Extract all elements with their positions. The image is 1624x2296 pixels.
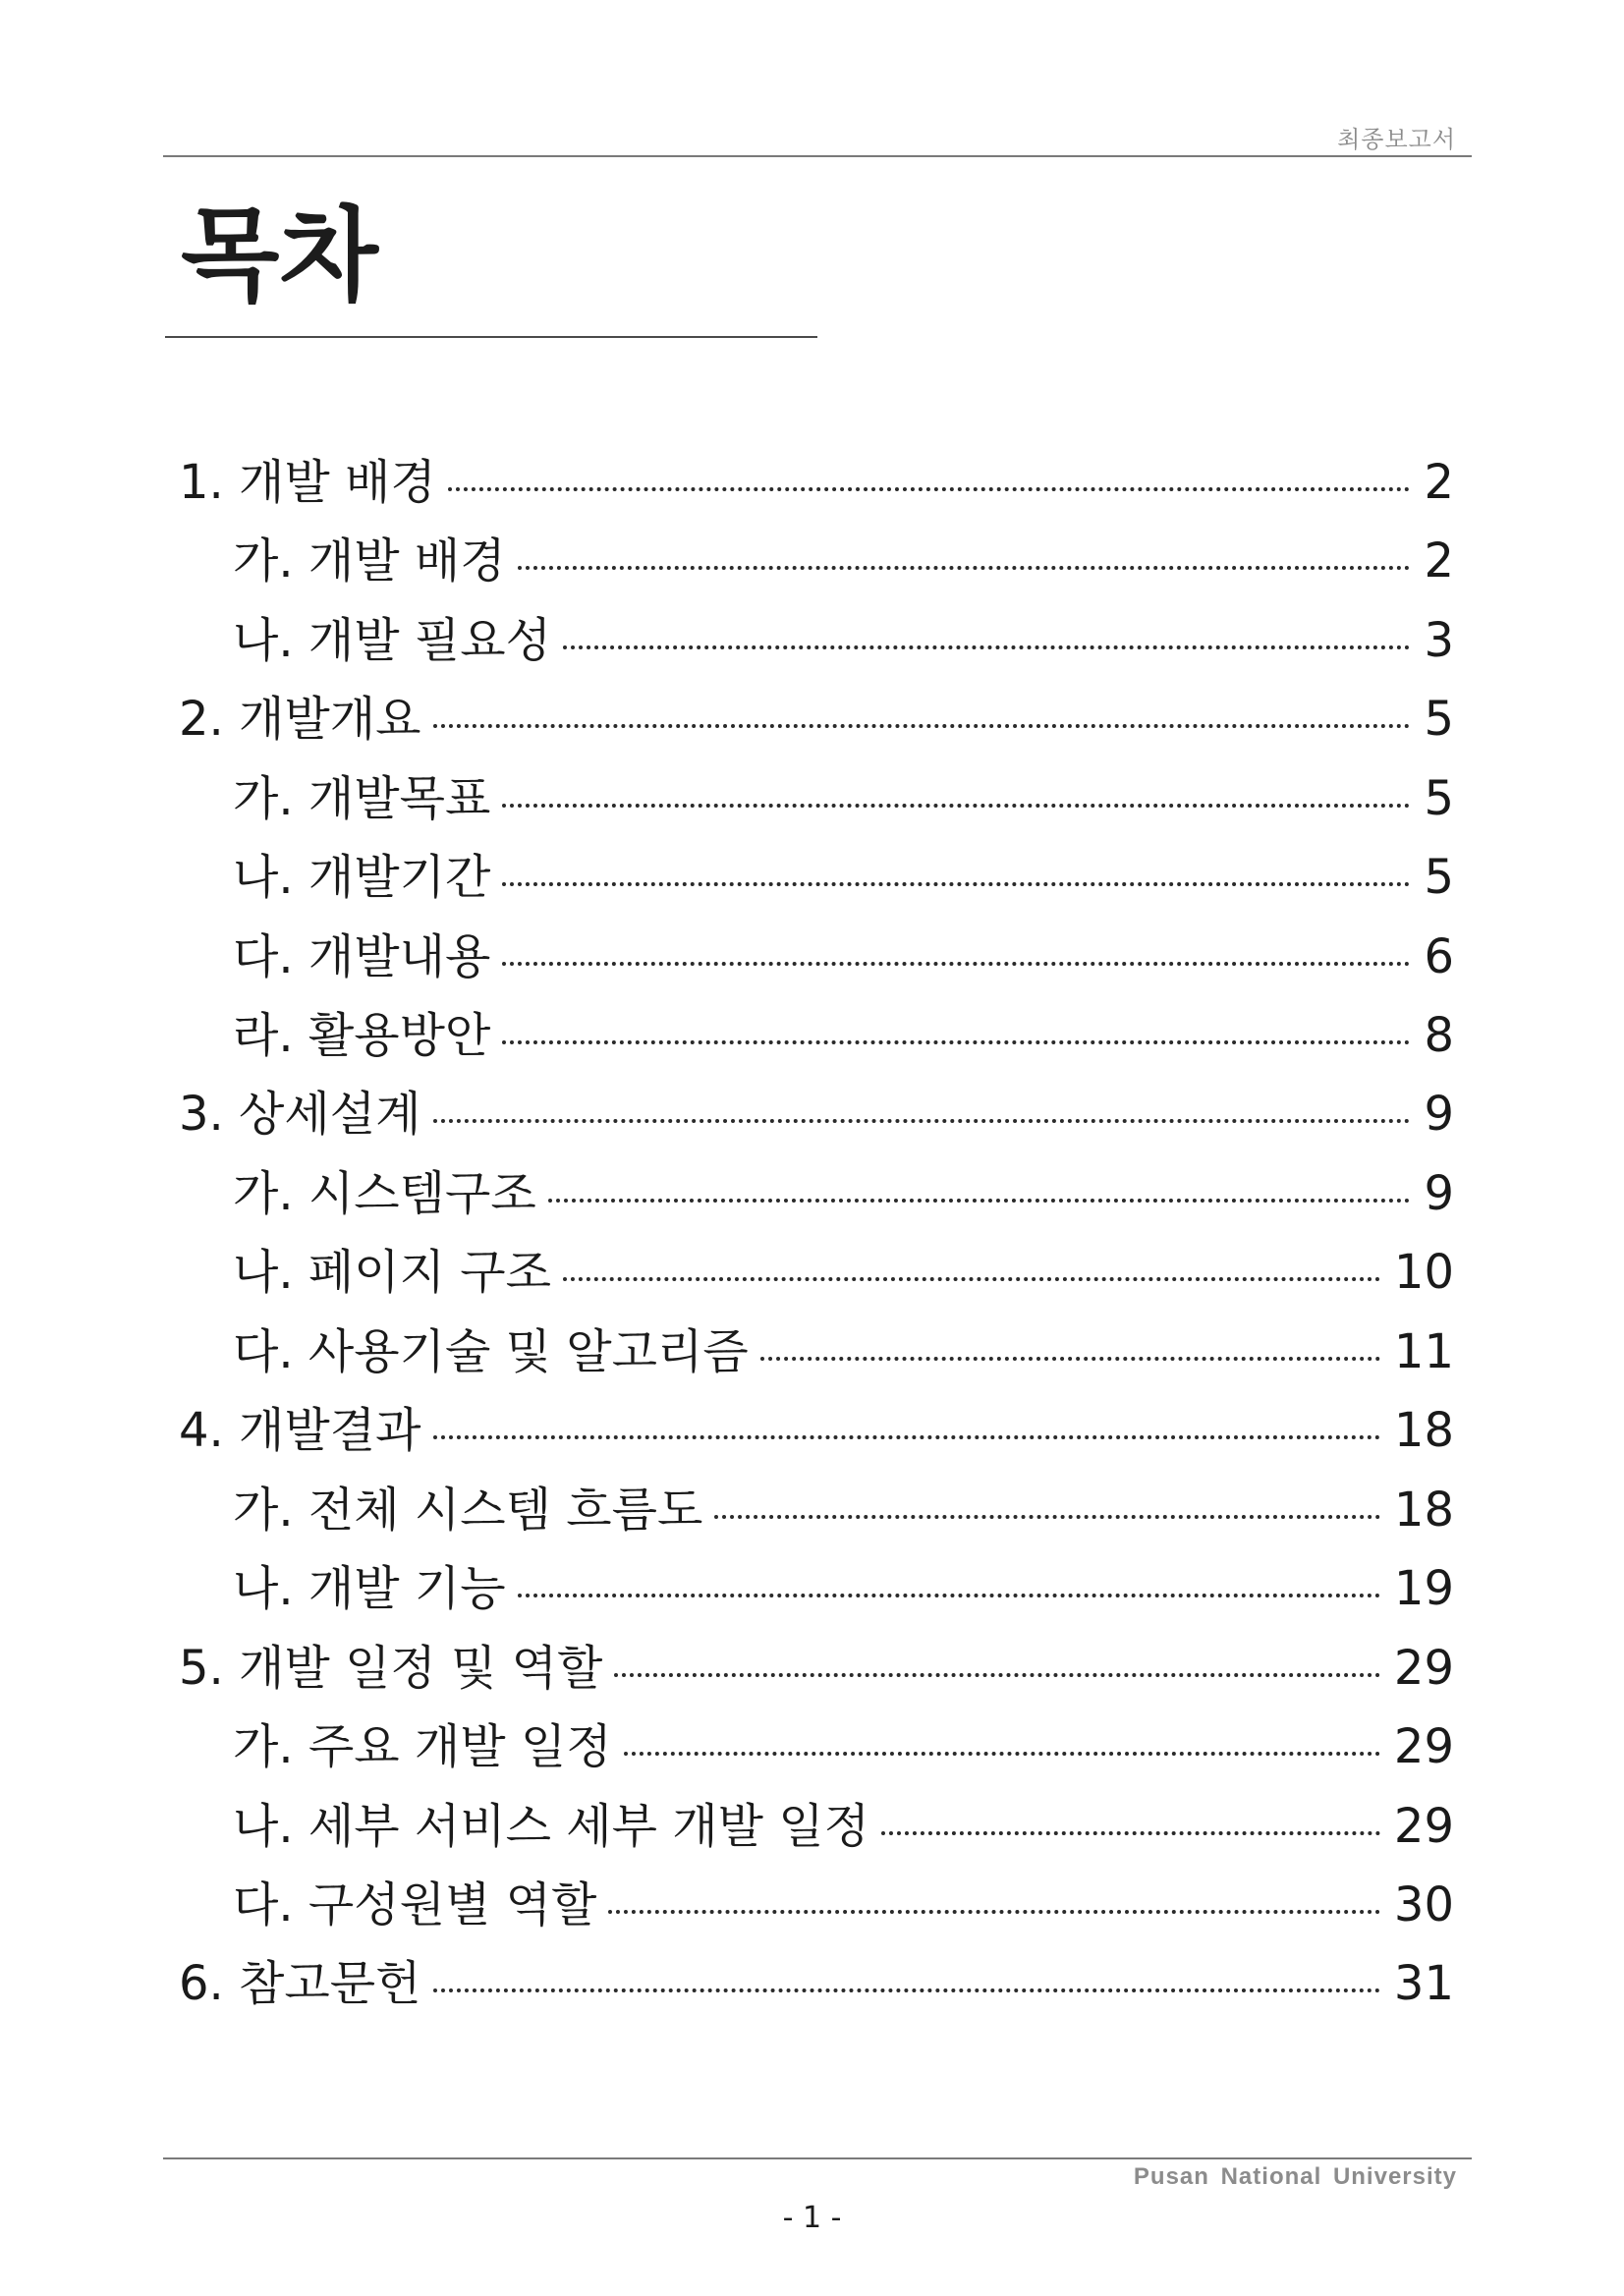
toc-entry-label: 3. 상세설계 <box>179 1087 421 1142</box>
toc-page-number: 9 <box>1424 1166 1454 1221</box>
toc-entry[interactable] <box>179 690 1454 749</box>
toc-page-number: 18 <box>1393 1483 1454 1538</box>
dot-leader <box>518 566 1411 570</box>
toc-page-number: 29 <box>1393 1641 1454 1696</box>
toc-entry-label: 가. 주요 개발 일정 <box>233 1719 612 1774</box>
dot-leader <box>433 1435 1380 1439</box>
toc-entry[interactable] <box>233 927 1454 986</box>
dot-leader <box>714 1515 1380 1519</box>
toc-entry[interactable] <box>233 1559 1454 1618</box>
toc-entry[interactable] <box>179 1085 1454 1144</box>
page-number: - 1 - <box>782 2201 842 2235</box>
toc-entry-label: 1. 개발 배경 <box>179 455 436 510</box>
toc-page-number: 5 <box>1424 771 1454 826</box>
dot-leader <box>563 1277 1380 1281</box>
toc-entry-label: 가. 개발목표 <box>233 771 491 826</box>
dot-leader <box>518 1594 1380 1597</box>
header-title: 최종보고서 <box>1337 126 1456 153</box>
toc-entry[interactable] <box>179 1401 1454 1460</box>
toc-entry-label: 나. 세부 서비스 세부 개발 일정 <box>233 1799 869 1854</box>
toc-entry[interactable] <box>233 532 1454 590</box>
toc-entry-label: 나. 개발 필요성 <box>233 613 551 668</box>
toc-page-number: 11 <box>1393 1324 1454 1379</box>
toc-entry[interactable] <box>233 769 1454 828</box>
toc-entry-label: 나. 개발 기능 <box>233 1561 506 1616</box>
toc-entry-label: 가. 시스템구조 <box>233 1166 536 1221</box>
toc-entry-label: 가. 개발 배경 <box>233 533 506 588</box>
toc-entry-label: 다. 사용기술 및 알고리즘 <box>233 1324 749 1379</box>
toc-entry[interactable] <box>233 1797 1454 1856</box>
toc-entry-label: 가. 전체 시스템 흐름도 <box>233 1483 703 1538</box>
toc-page-number: 3 <box>1424 613 1454 668</box>
dot-leader <box>760 1357 1380 1361</box>
toc-page-number: 19 <box>1393 1561 1454 1616</box>
dot-leader <box>433 1988 1380 1992</box>
toc-page-number: 2 <box>1424 533 1454 588</box>
toc-page-number: 9 <box>1424 1087 1454 1142</box>
dot-leader <box>881 1831 1380 1835</box>
toc-page-number: 18 <box>1393 1403 1454 1458</box>
toc-page-number: 5 <box>1424 850 1454 905</box>
toc-entry-label: 나. 페이지 구조 <box>233 1245 551 1300</box>
toc-entry[interactable] <box>179 453 1454 512</box>
dot-leader <box>614 1673 1380 1677</box>
dot-leader <box>548 1199 1411 1203</box>
dot-leader <box>433 724 1411 728</box>
toc-entry-label: 다. 구성원별 역할 <box>233 1877 597 1932</box>
toc-page-number: 30 <box>1393 1877 1454 1932</box>
toc-entry[interactable] <box>233 1322 1454 1381</box>
toc-entry[interactable] <box>179 1954 1454 2013</box>
toc-page-number: 2 <box>1424 455 1454 510</box>
toc-page-number: 31 <box>1393 1956 1454 2011</box>
toc-entry[interactable] <box>233 1481 1454 1540</box>
dot-leader <box>502 804 1410 808</box>
dot-leader <box>502 882 1410 886</box>
toc-entry[interactable] <box>233 1243 1454 1302</box>
footer-institution: Pusan National University <box>1133 2163 1457 2190</box>
toc-page-number: 29 <box>1393 1799 1454 1854</box>
toc-entry[interactable] <box>233 1006 1454 1065</box>
footer-rule <box>163 2157 1472 2159</box>
dot-leader <box>502 962 1410 966</box>
toc-entry-label: 나. 개발기간 <box>233 850 491 905</box>
toc-entry-label: 라. 활용방안 <box>233 1008 491 1063</box>
dot-leader <box>624 1752 1380 1756</box>
toc-entry[interactable] <box>179 1639 1454 1698</box>
toc-entry[interactable] <box>233 611 1454 670</box>
toc-entry[interactable] <box>233 1164 1454 1223</box>
toc-entry-label: 다. 개발내용 <box>233 929 491 984</box>
toc-entry-label: 6. 참고문헌 <box>179 1956 421 2011</box>
page-title: 목차 <box>181 196 378 315</box>
toc-page-number: 29 <box>1393 1719 1454 1774</box>
dot-leader <box>563 645 1410 649</box>
dot-leader <box>433 1119 1411 1123</box>
toc-page-number: 8 <box>1424 1008 1454 1063</box>
dot-leader <box>448 487 1411 491</box>
toc-page-number: 10 <box>1393 1245 1454 1300</box>
toc-entry[interactable] <box>233 1876 1454 1934</box>
toc-entry-label: 5. 개발 일정 및 역할 <box>179 1641 603 1696</box>
toc-page-number: 6 <box>1424 929 1454 984</box>
toc-page-number: 5 <box>1424 692 1454 747</box>
toc-entry[interactable] <box>233 1717 1454 1776</box>
dot-leader <box>502 1040 1410 1044</box>
toc-entry-label: 2. 개발개요 <box>179 692 421 747</box>
toc-entry-label: 4. 개발결과 <box>179 1403 421 1458</box>
dot-leader <box>608 1910 1380 1914</box>
toc-entry[interactable] <box>233 848 1454 907</box>
